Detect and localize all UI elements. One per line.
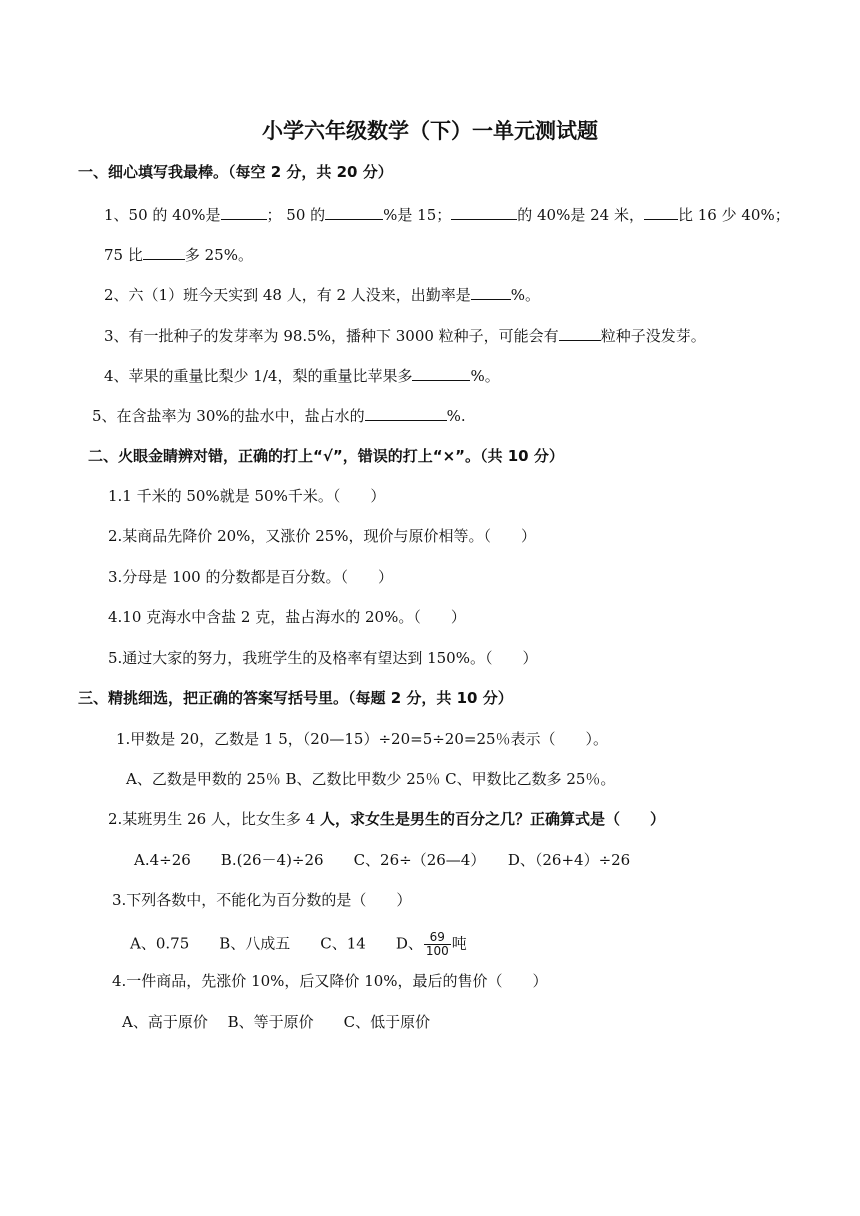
answer-blank[interactable] <box>221 204 267 220</box>
answer-blank[interactable] <box>325 204 383 220</box>
answer-blank[interactable] <box>559 325 601 341</box>
section-3-q3-options: A、0.75 B、八成五 C、14 D、 $\frac{69}{100}$ 吨 <box>130 930 467 958</box>
section-1-heading: 一、细心填写我最棒。（每空 2 分，共 20 分） <box>78 163 393 181</box>
answer-blank[interactable] <box>365 405 447 421</box>
section-3-q2-options: A.4÷26 B.(26－4)÷26 C、26÷（26—4） D、（26+4）÷26 <box>134 851 631 869</box>
answer-blank[interactable] <box>143 244 185 260</box>
answer-blank[interactable] <box>451 204 517 220</box>
section-1-q1-line2: 75 比 多 25%。 <box>104 246 253 264</box>
section-1-q2: 2、六（1）班今天实到 48 人，有 2 人没来，出勤率是 %。 <box>104 286 541 304</box>
section-2-heading: 二、火眼金睛辨对错，正确的打上“√”，错误的打上“×”。（共 10 分） <box>88 447 564 465</box>
section-3-q4: 4.一件商品，先涨价 10%，后又降价 10%，最后的售价（ ） <box>112 972 548 990</box>
section-2-item-1: 1.1 千米的 50%就是 50%千米。（ ） <box>108 487 386 505</box>
section-3-heading: 三、精挑细选，把正确的答案写括号里。（每题 2 分，共 10 分） <box>78 689 513 707</box>
section-3-q1: 1.甲数是 20，乙数是 1 5，（20—15）÷20=5÷20=25％表示（ ）。 <box>116 730 609 748</box>
section-3-q4-options: A、高于原价 B、等于原价 C、低于原价 <box>122 1013 431 1031</box>
page-title: 小学六年级数学（下）一单元测试题 <box>262 118 598 143</box>
section-1-q5: 5、在含盐率为 30%的盐水中，盐占水的 %. <box>92 407 466 425</box>
section-2-item-5: 5.通过大家的努力，我班学生的及格率有望达到 150%。（ ） <box>108 649 538 667</box>
section-3-q2: 2.某班男生 26 人，比女生多 4 人，求女生是男生的百分之几？正确算式是（ ） <box>108 810 666 828</box>
answer-blank[interactable] <box>471 284 511 300</box>
answer-blank[interactable] <box>412 365 470 381</box>
section-1-q1-line1: 1、50 的 40%是 ； 50 的 %是 15； 的 40%是 24 米， 比 16 少 40%； <box>104 206 790 224</box>
section-2-item-2: 2.某商品先降价 20%，又涨价 25%，现价与原价相等。（ ） <box>108 527 537 545</box>
section-3-q1-options: A、乙数是甲数的 25％ B、乙数比甲数少 25％ C、甲数比乙数多 25％。 <box>126 770 616 788</box>
section-2-item-4: 4.10 克海水中含盐 2 克，盐占海水的 20%。（ ） <box>108 608 466 626</box>
section-2-item-3: 3.分母是 100 的分数都是百分数。（ ） <box>108 568 393 586</box>
fraction: $\frac{69}{100}$ <box>425 930 449 958</box>
section-3-q3: 3.下列各数中，不能化为百分数的是（ ） <box>112 891 412 909</box>
section-1-q4: 4、苹果的重量比梨少 1/4，梨的重量比苹果多 %。 <box>104 367 500 385</box>
answer-blank[interactable] <box>644 204 678 220</box>
section-1-q3: 3、有一批种子的发芽率为 98.5%，播种下 3000 粒种子，可能会有 粒种子没发芽。 <box>104 327 706 345</box>
